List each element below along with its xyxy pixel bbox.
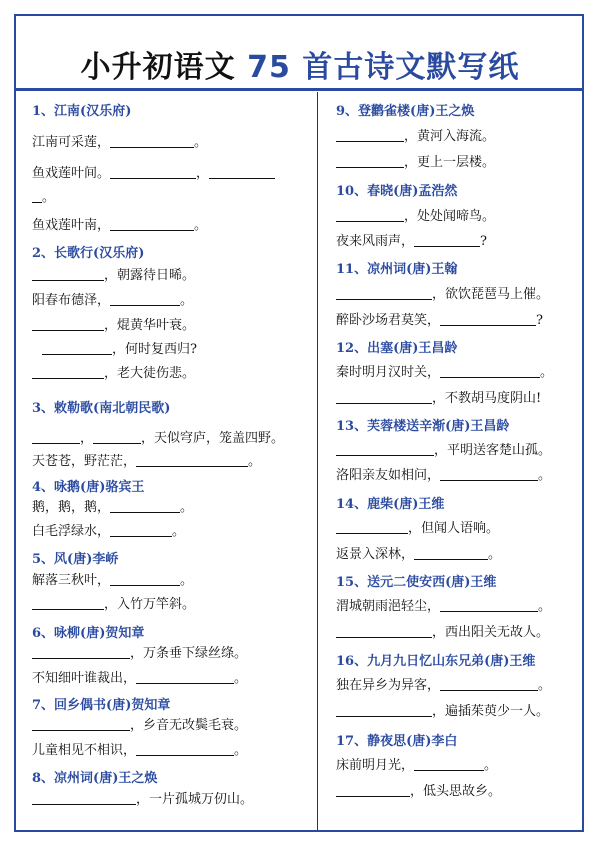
poem-title-5: 5、风(唐)李峤: [32, 552, 119, 567]
poem-title-6: 6、咏柳(唐)贺知章: [32, 626, 145, 641]
answer-blank[interactable]: [336, 209, 404, 222]
answer-blank[interactable]: [336, 704, 432, 717]
poem-line: 鹅，鹅，鹅， 。: [32, 500, 194, 515]
poem-line: ，乡音无改鬓毛衰。: [32, 718, 247, 734]
answer-blank[interactable]: [110, 573, 180, 586]
column-divider: [317, 92, 318, 830]
answer-blank[interactable]: [110, 524, 172, 537]
answer-blank[interactable]: [440, 365, 540, 378]
poem-line: ，入竹万竿斜。: [32, 597, 195, 613]
answer-blank[interactable]: [414, 758, 484, 771]
poem-title-15: 15、送元二使安西(唐)王维: [336, 575, 497, 590]
poem-line: 。: [32, 190, 55, 206]
answer-blank[interactable]: [110, 166, 196, 179]
answer-blank[interactable]: [414, 547, 488, 560]
answer-blank[interactable]: [32, 190, 42, 203]
answer-blank[interactable]: [32, 718, 130, 731]
poem-line: ，西出阳关无故人。: [336, 625, 549, 641]
answer-blank[interactable]: [414, 234, 480, 247]
poem-title-2: 2、长歌行(汉乐府): [32, 246, 145, 261]
poem-title-3: 3、敕勒歌(南北朝民歌): [32, 401, 171, 416]
poem-line: ，何时复西归?: [32, 342, 197, 358]
answer-blank[interactable]: [110, 218, 194, 231]
poem-title-1: 1、江南(汉乐府): [32, 104, 132, 119]
poem-line: ，更上一层楼。: [336, 155, 495, 171]
poem-line: 夜来风雨声， ?: [336, 234, 487, 249]
poem-line: 鱼戏莲叶南， 。: [32, 218, 208, 233]
answer-blank[interactable]: [336, 129, 404, 142]
answer-blank[interactable]: [32, 431, 80, 444]
answer-blank[interactable]: [32, 646, 130, 659]
answer-blank[interactable]: [336, 443, 434, 456]
poem-title-11: 11、凉州词(唐)王翰: [336, 262, 458, 277]
title-divider: [16, 88, 584, 91]
poem-line: ，欲饮琵琶马上催。: [336, 287, 549, 303]
poem-line: 解落三秋叶， 。: [32, 573, 194, 588]
answer-blank[interactable]: [440, 313, 536, 326]
answer-blank[interactable]: [32, 318, 104, 331]
poem-line: ，低头思故乡。: [336, 784, 501, 800]
poem-line: 独在异乡为异客， 。: [336, 678, 552, 693]
poem-title-16: 16、九月九日忆山东兄弟(唐)王维: [336, 654, 536, 669]
answer-blank[interactable]: [209, 166, 275, 179]
answer-blank[interactable]: [32, 268, 104, 281]
poem-line: 鱼戏莲叶间。 ，: [32, 166, 275, 182]
poem-line: ，万条垂下绿丝绦。: [32, 646, 247, 662]
poem-title-10: 10、春晓(唐)孟浩然: [336, 184, 458, 199]
poem-line: 返景入深林， 。: [336, 547, 502, 562]
poem-line: 江南可采莲， 。: [32, 135, 208, 150]
answer-blank[interactable]: [32, 792, 136, 805]
poem-line: 不知细叶谁裁出， 。: [32, 671, 248, 686]
poem-line: ，朝露待日晞。: [32, 268, 195, 284]
poem-line: ，遍插茱萸少一人。: [336, 704, 549, 720]
poem-line: 渭城朝雨浥轻尘， 。: [336, 599, 552, 614]
answer-blank[interactable]: [32, 366, 104, 379]
poem-title-7: 7、回乡偶书(唐)贺知章: [32, 698, 171, 713]
poem-line: ，处处闻啼鸟。: [336, 209, 495, 225]
poem-line: 天苍苍，野茫茫， 。: [32, 454, 262, 469]
poem-line: 洛阳亲友如相问， 。: [336, 468, 552, 483]
answer-blank[interactable]: [136, 454, 248, 467]
answer-blank[interactable]: [32, 597, 104, 610]
poem-title-17: 17、静夜思(唐)李白: [336, 734, 458, 749]
poem-line: ， ，天似穹庐，笼盖四野。: [32, 431, 284, 447]
answer-blank[interactable]: [110, 293, 180, 306]
poem-line: 秦时明月汉时关， 。: [336, 365, 554, 380]
answer-blank[interactable]: [93, 431, 141, 444]
poem-title-8: 8、凉州词(唐)王之焕: [32, 771, 158, 786]
answer-blank[interactable]: [440, 468, 538, 481]
answer-blank[interactable]: [136, 743, 234, 756]
page-title: 小升初语文 75 首古诗文默写纸: [80, 50, 520, 85]
poem-line: ，老大徒伤悲。: [32, 366, 195, 382]
answer-blank[interactable]: [336, 784, 410, 797]
poem-title-9: 9、登鹳雀楼(唐)王之焕: [336, 104, 475, 119]
poem-title-13: 13、芙蓉楼送辛渐(唐)王昌龄: [336, 419, 510, 434]
poem-line: ，一片孤城万仞山。: [32, 792, 253, 808]
answer-blank[interactable]: [336, 625, 432, 638]
answer-blank[interactable]: [336, 391, 432, 404]
poem-line: 阳春布德泽， 。: [32, 293, 194, 308]
poem-line: ，但闻人语响。: [336, 521, 499, 537]
poem-line: ，平明送客楚山孤。: [336, 443, 551, 459]
answer-blank[interactable]: [136, 671, 234, 684]
poem-line: 儿童相见不相识， 。: [32, 743, 248, 758]
poem-line: ，黄河入海流。: [336, 129, 495, 145]
answer-blank[interactable]: [42, 342, 112, 355]
poem-line: 醉卧沙场君莫笑， ?: [336, 313, 543, 328]
answer-blank[interactable]: [336, 287, 432, 300]
poem-line: ，不教胡马度阴山!: [336, 391, 541, 407]
poem-title-12: 12、出塞(唐)王昌龄: [336, 341, 458, 356]
answer-blank[interactable]: [110, 500, 180, 513]
answer-blank[interactable]: [336, 521, 408, 534]
answer-blank[interactable]: [110, 135, 194, 148]
poem-title-14: 14、鹿柴(唐)王维: [336, 497, 445, 512]
poem-line: ，焜黄华叶衰。: [32, 318, 195, 334]
answer-blank[interactable]: [336, 155, 404, 168]
answer-blank[interactable]: [440, 678, 538, 691]
poem-title-4: 4、咏鹅(唐)骆宾王: [32, 480, 145, 495]
answer-blank[interactable]: [440, 599, 538, 612]
poem-line: 白毛浮绿水， 。: [32, 524, 186, 539]
poem-line: 床前明月光， 。: [336, 758, 498, 773]
